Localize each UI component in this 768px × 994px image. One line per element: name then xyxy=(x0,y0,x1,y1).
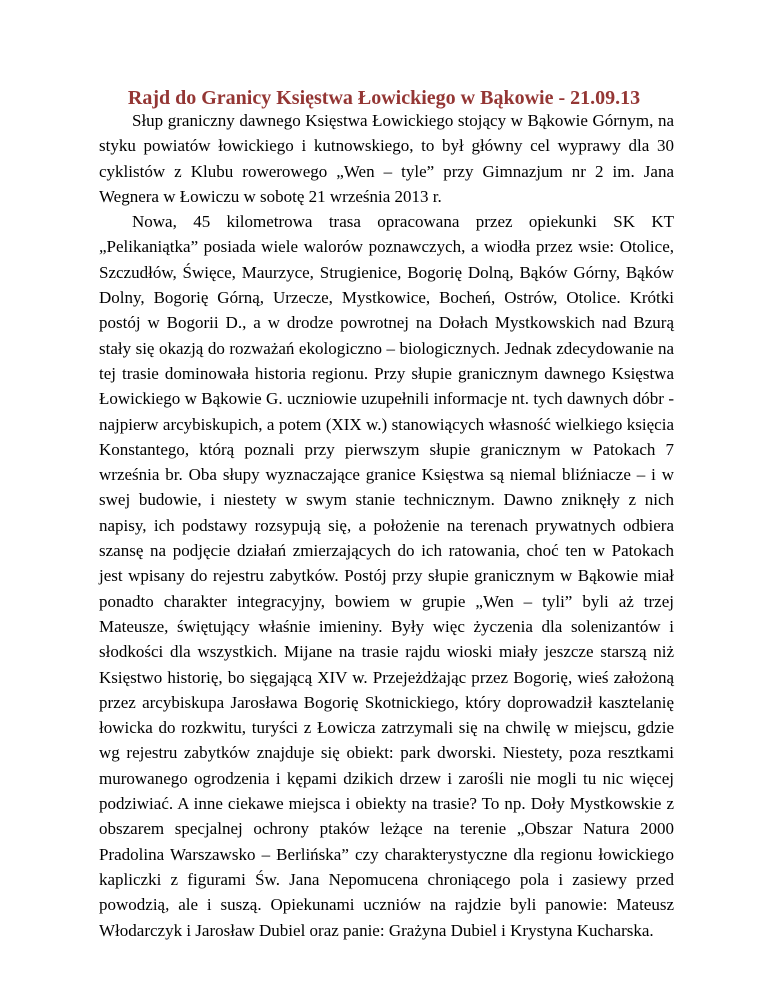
paragraph-intro: Słup graniczny dawnego Księstwa Łowickiego stojący w Bąkowie Górnym, na styku powiatów łowickiego i kutnowskiego, to był główny cel wyprawy dla 30 cyklistów z Klubu rowerowego „Wen – tyle” przy Gimnazjum nr 2 im. Jana Wegnera w Łowiczu w sobotę 21 września 2013 r. xyxy=(99,111,674,206)
article-body xyxy=(99,108,674,943)
paragraph-route: Nowa, 45 kilometrowa trasa opracowana przez opiekunki SK KT „Pelikaniątka” posiada wiele walorów poznawczych, a wiodła przez wsie: Otolice, Szczudłów, Święce, Maurzyce, Strugienice, Bogorię Dolną, Bąków Górny, Bąków Dolny, Bogorię Górną, Urzecze, Mystkowice, Bocheń, Ostrów, Otolice. Krótki postój w Bogorii D., a w drodze powrotnej na Dołach Mystkowskich nad Bzurą stały się okazją do rozważań ekologiczno – biologicznych. Jednak zdecydowanie na tej trasie dominowała historia regionu. Przy słupie granicznym dawnego Księstwa Łowickiego w Bąkowie G. uczniowie uzupełnili informacje nt. tych dawnych dóbr - najpierw arcybiskupich, a potem (XIX w.) stanowiących własność wielkiego księcia Konstantego, którą poznali przy pierwszym słupie granicznym w Patokach 7 września br. Oba słupy wyznaczające granice Księstwa są niemal bliźniacze – i w swej budowie, i niestety w swym stanie technicznym. Dawno zniknęły z nich napisy, ich podstawy rozsypują się, a położenie na terenach prywatnych odbiera szansę na podjęcie działań zmierzających do ich ratowania, choć ten w Patokach jest wpisany do rejestru zabytków. Postój przy słupie granicznym w Bąkowie miał ponadto charakter integracyjny, bowiem w grupie „Wen – tyli” byli aż trzej Mateusze, świętujący właśnie imieniny. Były więc życzenia dla solenizantów i słodkości dla wszystkich. Mijane na trasie rajdu wioski miały jeszcze starszą niż Księstwo historię, bo sięgającą XIV w. Przejeżdżając przez Bogorię, wieś założoną przez arcybiskupa Jarosława Bogorię Skotnickiego, który doprowadził kasztelanię łowicka do rozkwitu, turyści z Łowicza zatrzymali się na chwilę w miejscu, gdzie wg rejestru zabytków znajduje się obiekt: park dworski. Niestety, poza resztkami murowanego ogrodzenia i kępami dzikich drzew i zarośli nie mogli tu nic więcej podziwiać. A inne ciekawe miejsca i obiekty na trasie? To np. Doły Mystkowskie z obszarem specjalnej ochrony ptaków leżące na terenie „Obszar Natura 2000 Pradolina Warszawsko – Berlińska” czy charakterystyczne dla regionu łowickiego kapliczki z figurami Św. Jana Nepomucena chroniącego pola i zasiewy przed powodzią, ale i suszą. Opiekunami uczniów na rajdzie byli panowie: Mateusz Włodarczyk i Jarosław Dubiel oraz panie: Grażyna Dubiel i Krystyna Kucharska. xyxy=(99,212,674,940)
document-title: Rajd do Granicy Księstwa Łowickiego w Bąkowie - 21.09.13 xyxy=(127,87,641,109)
